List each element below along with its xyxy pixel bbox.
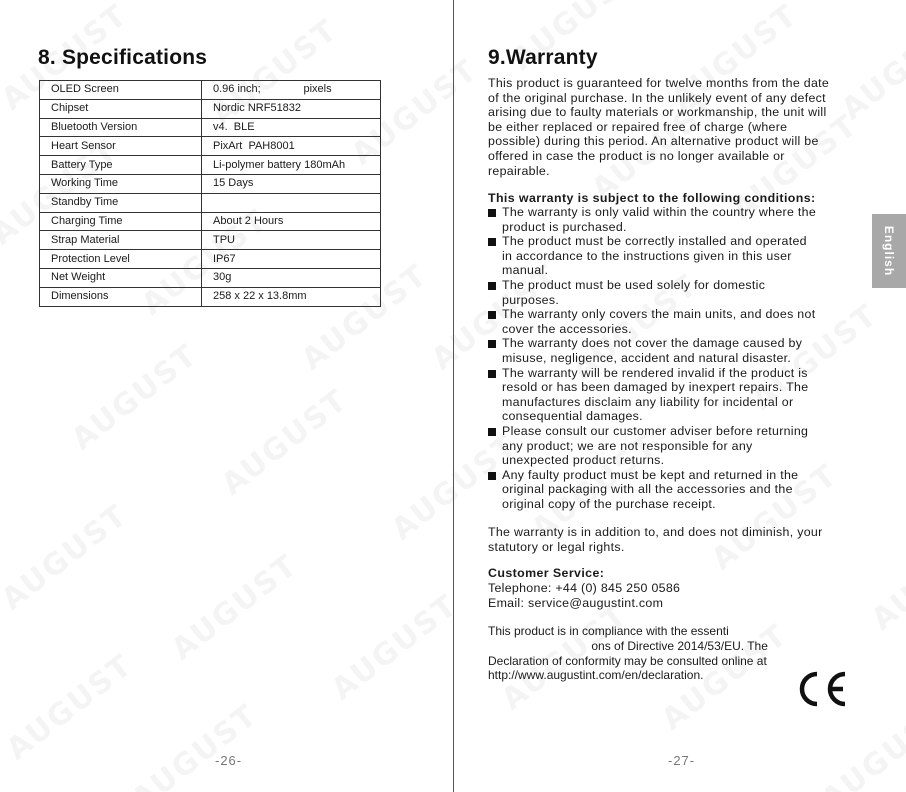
text-line: misuse, negligence, accident and natural disaster. (502, 350, 792, 365)
text-line: manufactures disclaim any liability for incidental or (502, 394, 794, 409)
text-line: product is purchased. (502, 219, 627, 234)
spec-label: Standby Time (40, 193, 202, 212)
spec-value: TPU (202, 231, 381, 250)
page-divider (453, 0, 454, 792)
language-tab-label: English (882, 225, 896, 277)
spec-value: 0.96 inch; pixels (202, 81, 381, 100)
text-line: purposes. (502, 292, 560, 307)
spec-value: PixArt PAH8001 (202, 137, 381, 156)
text-line: The product must be correctly installed and operated (502, 234, 807, 249)
spec-value: Li-polymer battery 180mAh (202, 156, 381, 175)
customer-service-title: Customer Service: (488, 566, 605, 580)
list-item (488, 234, 860, 278)
text-line: The warranty will be rendered invalid if the product is (502, 365, 808, 380)
list-item (488, 205, 860, 234)
spec-value: 15 Days (202, 174, 381, 193)
specifications-heading: 8. Specifications (38, 46, 208, 69)
conditions-list (488, 205, 860, 511)
compliance-statement (488, 624, 818, 683)
text-line: The product must be used solely for domestic (502, 277, 766, 292)
table-row (40, 250, 381, 269)
square-bullet-icon (488, 311, 496, 319)
table-row (40, 287, 381, 306)
text-line: cover the accessories. (502, 321, 632, 336)
spec-value: 258 x 22 x 13.8mm (202, 287, 381, 306)
conditions-title: This warranty is subject to the following conditions: (488, 191, 816, 205)
spec-value: 30g (202, 268, 381, 287)
text-line: repairable. (488, 163, 550, 178)
text-line: ons of Directive 2014/53/EU. The (488, 638, 768, 653)
specifications-table (39, 80, 381, 307)
list-item (488, 424, 860, 468)
spec-value: v4. BLE (202, 118, 381, 137)
telephone: Telephone: +44 (0) 845 250 0586 (488, 581, 681, 595)
text-line: of the original purchase. In the unlikely event of any defect (488, 90, 826, 105)
text-line: The warranty does not cover the damage caused by (502, 336, 803, 351)
table-row (40, 81, 381, 100)
list-item (488, 336, 860, 365)
spec-label: Charging Time (40, 212, 202, 231)
table-row (40, 231, 381, 250)
text-line: http://www.augustint.com/en/declaration. (488, 668, 704, 683)
page-number: -27- (668, 753, 696, 768)
statutory-rights (488, 525, 868, 554)
warranty-heading: 9.Warranty (488, 46, 598, 69)
spec-value: Nordic NRF51832 (202, 99, 381, 118)
table-row (40, 156, 381, 175)
spec-label: Dimensions (40, 287, 202, 306)
square-bullet-icon (488, 209, 496, 217)
square-bullet-icon (488, 340, 496, 348)
square-bullet-icon (488, 472, 496, 480)
language-tab[interactable] (872, 214, 906, 288)
text-line: arising due to faulty materials or workmanship, the unit will (488, 105, 827, 120)
ce-mark-icon (795, 669, 849, 709)
text-line: Any faulty product must be kept and returned in the (502, 467, 799, 482)
text-line: offered in case the product is no longer available or (488, 148, 785, 163)
table-row (40, 118, 381, 137)
spec-label: Heart Sensor (40, 137, 202, 156)
text-line: original packaging with all the accessories and the (502, 482, 793, 497)
spec-value (202, 193, 381, 212)
table-row (40, 99, 381, 118)
spec-value: IP67 (202, 250, 381, 269)
list-item (488, 278, 860, 307)
text-line: be either replaced or repaired free of charge (where (488, 119, 788, 134)
spec-label: Chipset (40, 99, 202, 118)
text-line: original copy of the purchase receipt. (502, 496, 716, 511)
spec-label: Battery Type (40, 156, 202, 175)
text-line: any product; we are not responsible for any (502, 438, 753, 453)
text-line: The warranty is in addition to, and does not diminish, your (488, 525, 823, 539)
list-item (488, 468, 860, 512)
page-number: -26- (215, 753, 243, 768)
text-line: Please consult our customer adviser before returning (502, 423, 809, 438)
text-line: Declaration of conformity may be consulted online at (488, 653, 767, 668)
spec-label: OLED Screen (40, 81, 202, 100)
text-line: This product is in compliance with the essenti (488, 624, 729, 638)
table-row (40, 212, 381, 231)
spec-label: Protection Level (40, 250, 202, 269)
text-line: The warranty is only valid within the country where the (502, 205, 817, 219)
text-line: consequential damages. (502, 409, 643, 424)
text-line: possible) during this period. An alternative product will be (488, 134, 819, 149)
spec-label: Net Weight (40, 268, 202, 287)
square-bullet-icon (488, 428, 496, 436)
right-page (455, 0, 906, 792)
warranty-intro (488, 76, 868, 178)
square-bullet-icon (488, 238, 496, 246)
spec-label: Working Time (40, 174, 202, 193)
table-row (40, 193, 381, 212)
email: Email: service@augustint.com (488, 596, 664, 610)
table-row (40, 174, 381, 193)
square-bullet-icon (488, 370, 496, 378)
text-line: in accordance to the instructions given in this user (502, 248, 792, 263)
square-bullet-icon (488, 282, 496, 290)
table-row (40, 268, 381, 287)
text-line: unexpected product returns. (502, 453, 665, 468)
spec-value: About 2 Hours (202, 212, 381, 231)
spec-label: Strap Material (40, 231, 202, 250)
text-line: resold or has been damaged by inexpert repairs. The (502, 380, 809, 395)
text-line: manual. (502, 263, 549, 278)
list-item (488, 366, 860, 424)
list-item (488, 307, 860, 336)
text-line: This product is guaranteed for twelve months from the date (488, 76, 830, 90)
spec-label: Bluetooth Version (40, 118, 202, 137)
text-line: statutory or legal rights. (488, 539, 625, 554)
table-row (40, 137, 381, 156)
text-line: The warranty only covers the main units, and does not (502, 307, 816, 322)
